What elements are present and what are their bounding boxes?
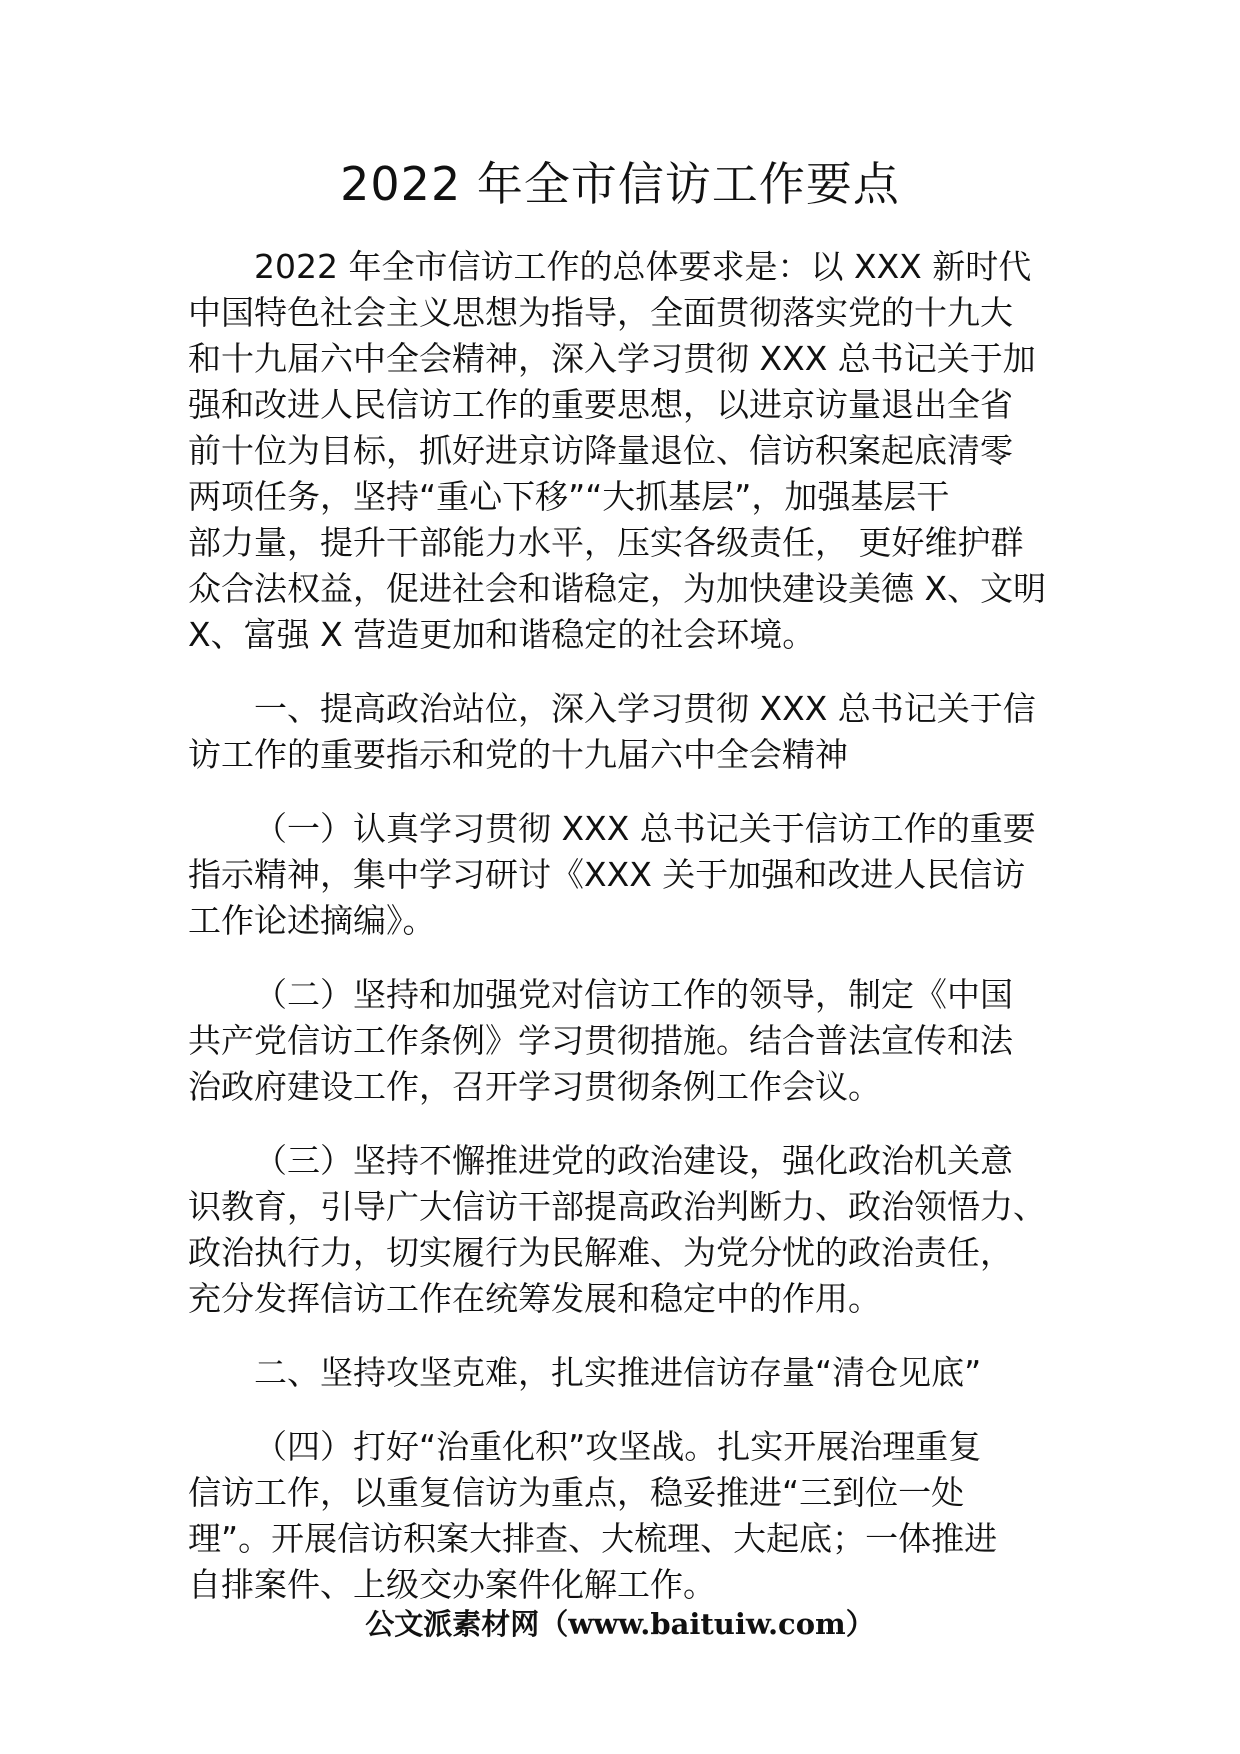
item-3-paragraph [188, 1138, 1060, 1322]
paragraph-line: 充分发挥信访工作在统筹发展和稳定中的作用。 [188, 1279, 881, 1318]
item-2-paragraph [188, 972, 1060, 1110]
paragraph-general-requirements [188, 244, 1060, 658]
item-4-paragraph [188, 1424, 1060, 1608]
document-body [188, 244, 1060, 1608]
paragraph-line: 指示精神，集中学习研讨《XXX 关于加强和改进人民信访 [188, 855, 1026, 894]
paragraph-line: 访工作的重要指示和党的十九届六中全会精神 [188, 735, 848, 774]
paragraph-line: 理”。开展信访积案大排查、大梳理、大起底；一体推进 [188, 1519, 998, 1558]
document-title: 2022 年全市信访工作要点 [340, 157, 900, 211]
section-heading-2 [188, 1350, 1060, 1396]
paragraph-line: 自排案件、上级交办案件化解工作。 [188, 1565, 716, 1604]
paragraph-line: （一）认真学习贯彻 XXX 总书记关于信访工作的重要 [254, 809, 1036, 848]
paragraph-line: 政治执行力，切实履行为民解难、为党分忧的政治责任， [188, 1233, 1013, 1272]
paragraph-line: 工作论述摘编》。 [188, 901, 436, 940]
paragraph-line: 信访工作，以重复信访为重点，稳妥推进“三到位一处 [188, 1473, 965, 1512]
paragraph-line: 众合法权益，促进社会和谐稳定，为加快建设美德 X、文明 [188, 569, 1047, 608]
section-heading-1 [188, 686, 1060, 778]
paragraph-line: 和十九届六中全会精神，深入学习贯彻 XXX 总书记关于加 [188, 339, 1036, 378]
watermark-footer: 公文派素材网（www.baituiw.com） [365, 1607, 875, 1641]
paragraph-line: 两项任务，坚持“重心下移”“大抓基层”，加强基层干 [188, 477, 950, 516]
paragraph-line: 强和改进人民信访工作的重要思想，以进京访量退出全省 [188, 385, 1013, 424]
item-1-paragraph [188, 806, 1060, 944]
paragraph-line: X、富强 X 营造更加和谐稳定的社会环境。 [188, 615, 816, 654]
paragraph-line: 前十位为目标，抓好进京访降量退位、信访积案起底清零 [188, 431, 1013, 470]
paragraph-line: 共产党信访工作条例》学习贯彻措施。结合普法宣传和法 [188, 1021, 1013, 1060]
paragraph-line: （二）坚持和加强党对信访工作的领导，制定《中国 [254, 975, 1013, 1014]
paragraph-line: 识教育，引导广大信访干部提高政治判断力、政治领悟力、 [188, 1187, 1046, 1226]
paragraph-line: 一、提高政治站位，深入学习贯彻 XXX 总书记关于信 [254, 689, 1036, 728]
paragraph-line: 2022 年全市信访工作的总体要求是：以 XXX 新时代 [254, 247, 1032, 286]
paragraph-line: （三）坚持不懈推进党的政治建设，强化政治机关意 [254, 1141, 1013, 1180]
paragraph-line: 中国特色社会主义思想为指导，全面贯彻落实党的十九大 [188, 293, 1013, 332]
paragraph-line: 治政府建设工作，召开学习贯彻条例工作会议。 [188, 1067, 881, 1106]
paragraph-line: 二、坚持攻坚克难，扎实推进信访存量“清仓见底” [254, 1353, 982, 1392]
paragraph-line: （四）打好“治重化积”攻坚战。扎实开展治理重复 [254, 1427, 982, 1466]
paragraph-line: 部力量，提升干部能力水平，压实各级责任， 更好维护群 [188, 523, 1024, 562]
